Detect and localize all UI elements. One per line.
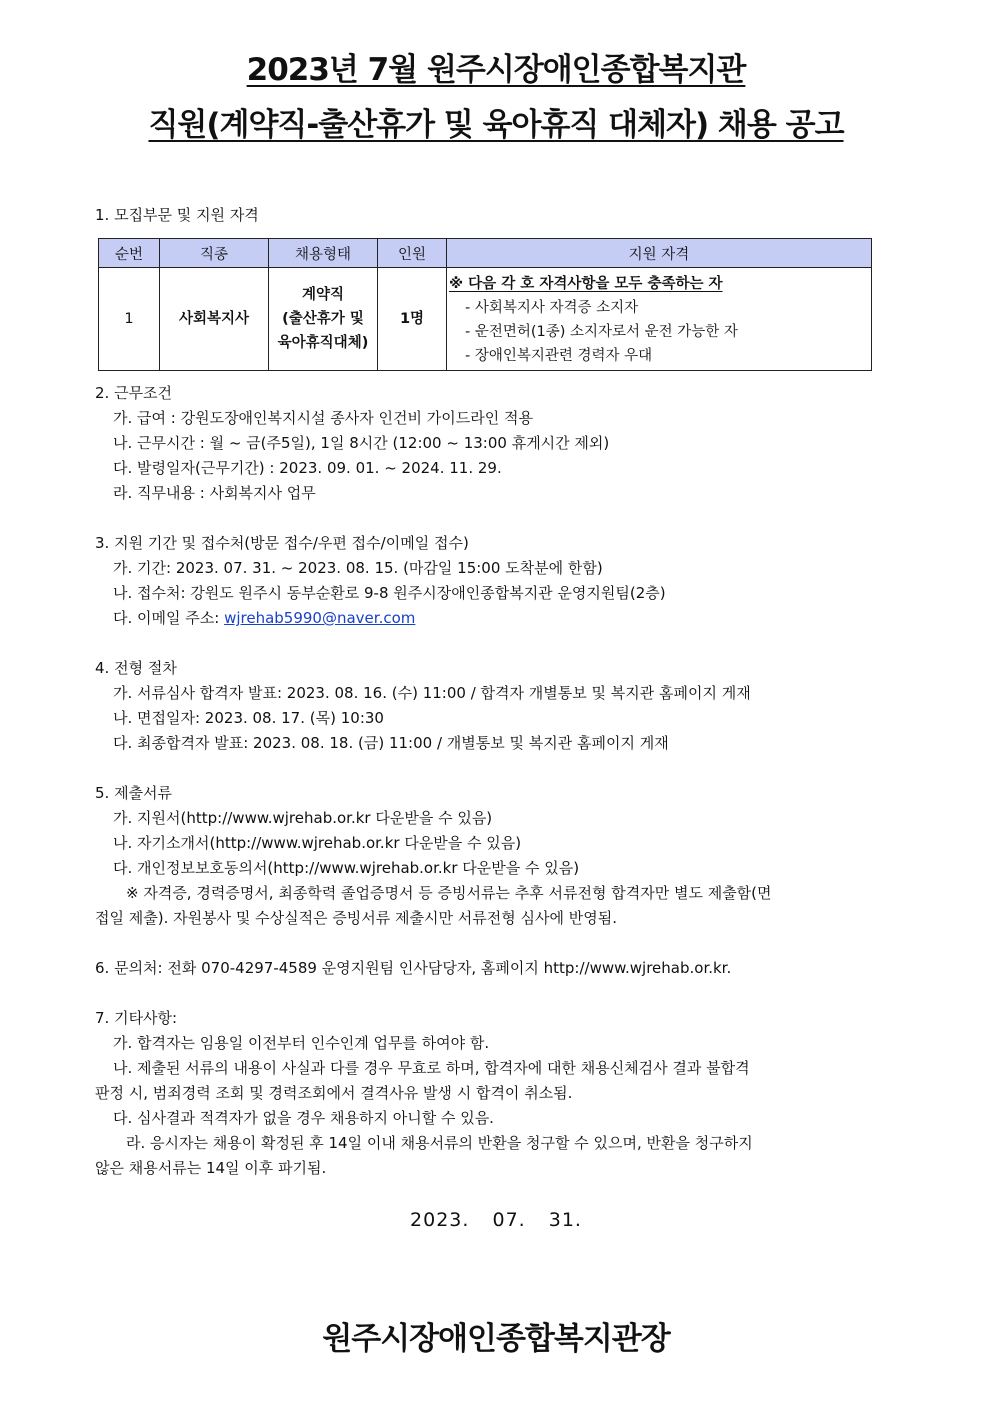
email-link[interactable]: wjrehab5990@naver.com xyxy=(224,609,416,627)
section7-item-b-line1: 나. 제출된 서류의 내용이 사실과 다를 경우 무효로 하며, 합격자에 대한 채용신체검사 결과 불합격 xyxy=(113,1059,750,1077)
qualification-item: - 사회복지사 자격증 소지자 xyxy=(465,300,639,316)
section7-item-d-line2: 않은 채용서류는 14일 이후 파기됨. xyxy=(95,1159,327,1177)
section5-item: 가. 지원서(http://www.wjrehab.or.kr 다운받을 수 있음) xyxy=(113,809,493,827)
cell-type-line: (출산휴가 및 xyxy=(282,311,364,327)
qualification-heading: ※ 다음 각 호 자격사항을 모두 충족하는 자 xyxy=(449,276,723,292)
section3-email-line xyxy=(113,608,918,628)
announcement-date: 2023. 07. 31. xyxy=(410,1209,582,1231)
section2-item: 라. 직무내용 : 사회복지사 업무 xyxy=(113,484,316,502)
section1-heading: 1. 모집부문 및 지원 자격 xyxy=(95,206,259,224)
section7-item-b-line2: 판정 시, 범죄경력 조회 및 경력조회에서 결격사유 발생 시 합격이 취소됨. xyxy=(95,1084,573,1102)
section7-item-d-line1: 라. 응시자는 채용이 확정된 후 14일 이내 채용서류의 반환을 청구할 수 있으며, 반환을 청구하지 xyxy=(126,1134,753,1152)
col-header-qualifications: 지원 자격 xyxy=(447,239,872,268)
col-header-no: 순번 xyxy=(99,239,160,268)
cell-type xyxy=(269,268,378,371)
cell-no: 1 xyxy=(99,268,160,371)
section3-item: 나. 접수처: 강원도 원주시 동부순환로 9-8 원주시장애인종합복지관 운영지원팀(2층) xyxy=(113,584,666,602)
section3-heading: 3. 지원 기간 및 접수처(방문 접수/우편 접수/이메일 접수) xyxy=(95,534,469,552)
section2-item: 다. 발령일자(근무기간) : 2023. 09. 01. ~ 2024. 11. 29. xyxy=(113,459,502,477)
section7-heading: 7. 기타사항: xyxy=(95,1009,178,1027)
section5-item: 나. 자기소개서(http://www.wjrehab.or.kr 다운받을 수 있음) xyxy=(113,834,522,852)
cell-count: 1명 xyxy=(378,268,447,371)
section5-item: 다. 개인정보보호동의서(http://www.wjrehab.or.kr 다운받을 수 있음) xyxy=(113,859,580,877)
col-header-job: 직종 xyxy=(160,239,269,268)
col-header-count: 인원 xyxy=(378,239,447,268)
section4-item: 가. 서류심사 합격자 발표: 2023. 08. 16. (수) 11:00 / 합격자 개별통보 및 복지관 홈페이지 게재 xyxy=(113,684,751,702)
cell-type-line: 육아휴직대체) xyxy=(277,335,369,351)
section4-item: 다. 최종합격자 발표: 2023. 08. 18. (금) 11:00 / 개별통보 및 복지관 홈페이지 게재 xyxy=(113,734,669,752)
section7-item-c: 다. 심사결과 적격자가 없을 경우 채용하지 아니할 수 있음. xyxy=(113,1109,494,1127)
qualification-item: - 장애인복지관련 경력자 우대 xyxy=(465,348,653,364)
qualification-item: - 운전면허(1종) 소지자로서 운전 가능한 자 xyxy=(465,324,738,340)
announcement-title-line2: 직원(계약직-출산휴가 및 육아휴직 대체자) 채용 공고 xyxy=(148,107,844,143)
cell-type-line: 계약직 xyxy=(301,287,345,303)
section2-heading: 2. 근무조건 xyxy=(95,384,173,402)
recruitment-table xyxy=(98,238,872,371)
issuer-signature: 원주시장애인종합복지관장 xyxy=(322,1321,670,1357)
section2-item: 가. 급여 : 강원도장애인복지시설 종사자 인건비 가이드라인 적용 xyxy=(113,409,533,427)
section5-note-line2: 접일 제출). 자원봉사 및 수상실적은 증빙서류 제출시만 서류전형 심사에 반영됨. xyxy=(95,909,617,927)
section2-item: 나. 근무시간 : 월 ~ 금(주5일), 1일 8시간 (12:00 ~ 13:00 휴게시간 제외) xyxy=(113,434,610,452)
table-row xyxy=(99,268,872,371)
section5-heading: 5. 제출서류 xyxy=(95,784,173,802)
email-label: 다. 이메일 주소: xyxy=(113,609,225,627)
section3-item: 가. 기간: 2023. 07. 31. ~ 2023. 08. 15. (마감일 15:00 도착분에 한함) xyxy=(113,559,603,577)
table-header-row xyxy=(99,239,872,268)
section4-heading: 4. 전형 절차 xyxy=(95,659,177,677)
cell-qualifications xyxy=(447,268,872,371)
section5-note-line1: ※ 자격증, 경력증명서, 최종학력 졸업증명서 등 증빙서류는 추후 서류전형 합격자만 별도 제출함(면 xyxy=(126,884,772,902)
section4-item: 나. 면접일자: 2023. 08. 17. (목) 10:30 xyxy=(113,709,384,727)
section6-contact: 6. 문의처: 전화 070-4297-4589 운영지원팀 인사담당자, 홈페이지 http://www.wjrehab.or.kr. xyxy=(95,959,732,977)
cell-job: 사회복지사 xyxy=(160,268,269,371)
col-header-type: 채용형태 xyxy=(269,239,378,268)
announcement-title-line1: 2023년 7월 원주시장애인종합복지관 xyxy=(246,52,746,88)
section7-item-a: 가. 합격자는 임용일 이전부터 인수인계 업무를 하여야 함. xyxy=(113,1034,490,1052)
